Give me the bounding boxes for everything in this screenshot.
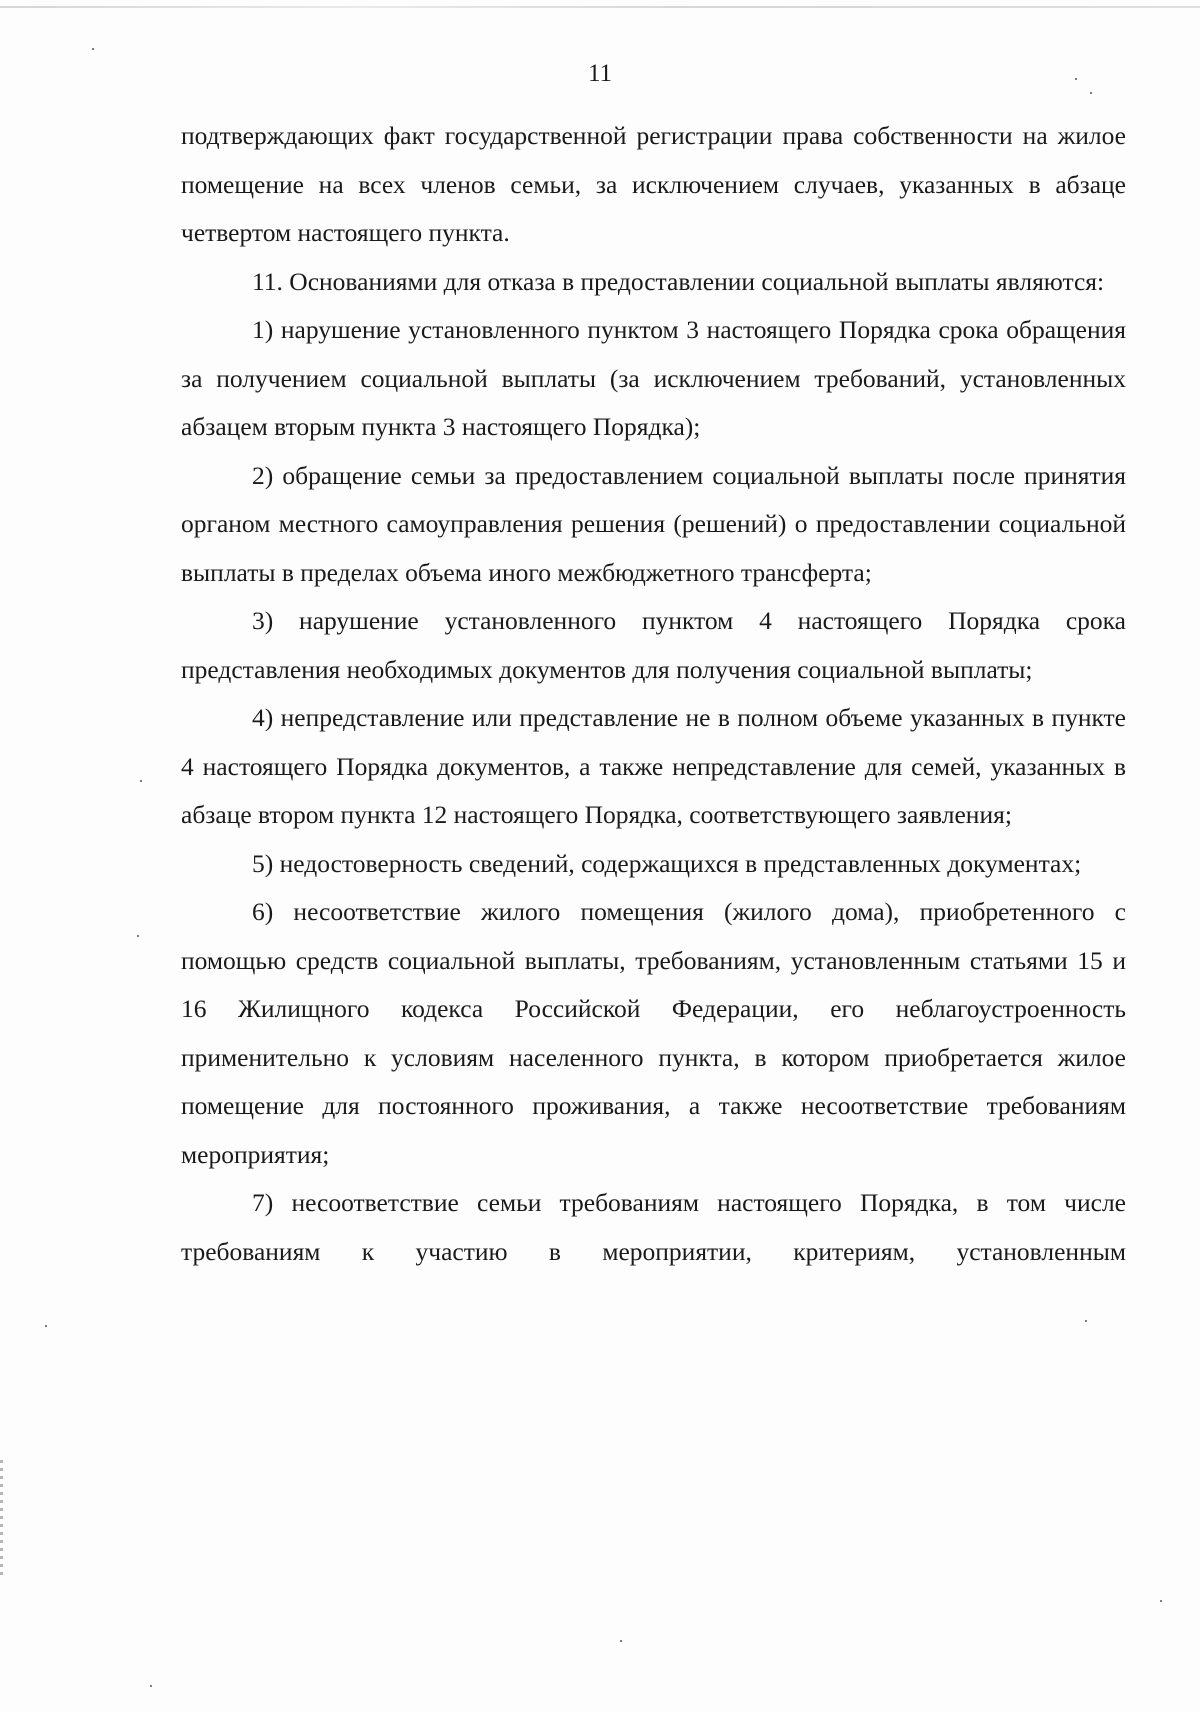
paragraph-item-11: 11. Основаниями для отказа в предоставлении социальной выплаты являются: — [252, 266, 1105, 296]
scan-speck — [140, 780, 142, 782]
scan-speck — [1075, 78, 1077, 80]
list-item-6: 6) несоответствие жилого помещения (жилого дома), приобретенного с помощью средств социальной выплаты, требованиям, установленным статьями 15 и 16 Жилищного кодекса Российской Федерации, его неблагоустроенность применительно к условиям населенного пункта, в котором приобретается жилое помещение для постоянного проживания, а также несоответствие требованиям мероприятия; — [181, 897, 1126, 1169]
paragraph-continuation: подтверждающих факт государственной регистрации права собственности на жилое помещение на всех членов семьи, за исключением случаев, указанных в абзаце четвертом настоящего пункта. — [181, 121, 1126, 247]
document-body — [181, 112, 1126, 1276]
scan-speck — [137, 935, 139, 937]
list-item-3: 3) нарушение установленного пунктом 4 настоящего Порядка срока представления необходимых документов для получения социальной выплаты; — [181, 606, 1126, 684]
scan-speck — [1090, 92, 1092, 94]
list-item-5: 5) недостоверность сведений, содержащихся в представленных документах; — [252, 848, 1082, 878]
page-number: 11 — [587, 60, 613, 87]
scan-left-edge — [0, 1460, 3, 1580]
list-item-7: 7) несоответствие семьи требованиям настоящего Порядка, в том числе требованиям к участию в мероприятии, критериям, установленным — [181, 1188, 1126, 1266]
scan-speck — [92, 48, 94, 50]
list-item-1: 1) нарушение установленного пунктом 3 настоящего Порядка срока обращения за получением социальной выплаты (за исключением требований, установленных абзацем вторым пункта 3 настоящего Порядка); — [181, 315, 1126, 441]
scan-speck — [620, 1640, 622, 1642]
scan-speck — [45, 1325, 47, 1327]
scan-top-edge — [0, 6, 1200, 8]
scan-speck — [150, 1685, 152, 1687]
list-item-2: 2) обращение семьи за предоставлением социальной выплаты после принятия органом местного самоуправления решения (решений) о предоставлении социальной выплаты в пределах объема иного межбюджетного трансферта; — [181, 460, 1126, 587]
list-item-4: 4) непредставление или представление не в полном объеме указанных в пункте 4 настоящего Порядка документов, а также непредставление для семей, указанных в абзаце втором пункта 12 настоящего Порядка, соответствующего заявления; — [181, 703, 1126, 829]
scan-speck — [1085, 1320, 1087, 1322]
scan-speck — [1160, 1600, 1162, 1602]
